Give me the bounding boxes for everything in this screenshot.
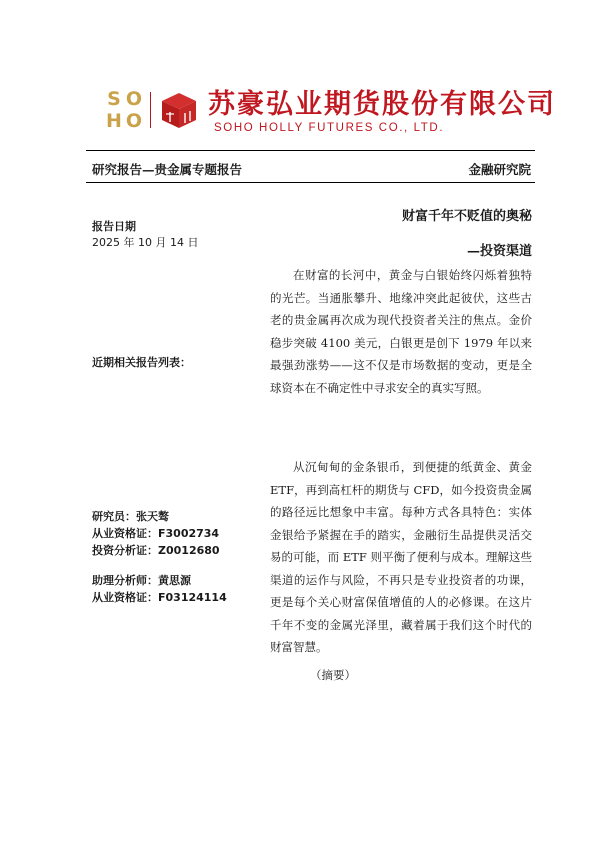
analyst-role: 从业资格证： — [92, 591, 158, 604]
abstract-label: （摘要） — [310, 668, 356, 682]
abstract-paragraph-1: 在财富的长河中，黄金与白银始终闪烁着独特的光芒。当通胀攀升、地缘冲突此起彼伏，这些古老的贵金属再次成为现代投资者关注的焦点。金价稳步突破 4100 美元，白银更是创下 1979 年以来最强劲涨势——这不仅是市场数据的变动，更是全球资本在不确定性中寻求安全的真实写照。 — [270, 268, 532, 395]
analyst-role: 研究员： — [92, 510, 136, 523]
analyst-row — [92, 508, 169, 524]
date-label: 报告日期 — [92, 220, 136, 233]
report-type: 研究报告—贵金属专题报告 — [92, 162, 243, 177]
article-title: 财富千年不贬值的奥秘 — [401, 209, 532, 224]
company-name-cn: 苏豪弘业期货股份有限公司 — [208, 89, 556, 120]
logo-letter: O — [125, 110, 143, 132]
analyst-role: 从业资格证： — [92, 527, 158, 540]
institute-name: 金融研究院 — [468, 162, 531, 177]
logo-letter: H — [106, 110, 122, 132]
header-bottom-rule — [86, 182, 535, 183]
analyst-role: 助理分析师： — [92, 574, 158, 587]
related-reports-label: 近期相关报告列表： — [92, 356, 191, 369]
soho-logo-mark — [104, 88, 144, 132]
logo-letter: S — [107, 88, 121, 110]
abstract-paragraph-2: 从沉甸甸的金条银币，到便捷的纸黄金、黄金 ETF，再到高杠杆的期货与 CFD，如今投资贵金属的路径远比想象中丰富。每种方式各具特色：实体金银给予紧握在手的踏实，金融衍生品提供灵活交易的可能，而 ETF 则平衡了便利与成本。理解这些渠道的运作与风险，不再只是专业投资者的功课，更是每个关心财富保值增值的人的必修课。在这片千年不变的金属光泽里，藏着属于我们这个时代的财富智慧。 — [270, 460, 532, 654]
article-subtitle: —投资渠道 — [466, 244, 532, 259]
analyst-role: 投资分析证： — [92, 544, 158, 557]
analyst-row — [92, 525, 219, 541]
analyst-value: F03124114 — [158, 591, 227, 604]
analyst-row — [92, 542, 220, 558]
analyst-value: 张天骜 — [136, 510, 169, 523]
analyst-value: F3002734 — [158, 527, 220, 540]
date-value: 2025 年 10 月 14 日 — [92, 236, 199, 249]
cube-logo-icon — [159, 90, 199, 130]
analyst-value: 黄思源 — [158, 574, 191, 587]
analyst-value: Z0012680 — [158, 544, 220, 557]
company-name-en: SOHO HOLLY FUTURES CO., LTD. — [214, 122, 445, 134]
logo-divider — [150, 92, 151, 128]
header-top-rule — [86, 150, 535, 151]
logo-letter: O — [125, 88, 143, 110]
analyst-row — [92, 572, 191, 588]
analyst-row — [92, 589, 227, 605]
